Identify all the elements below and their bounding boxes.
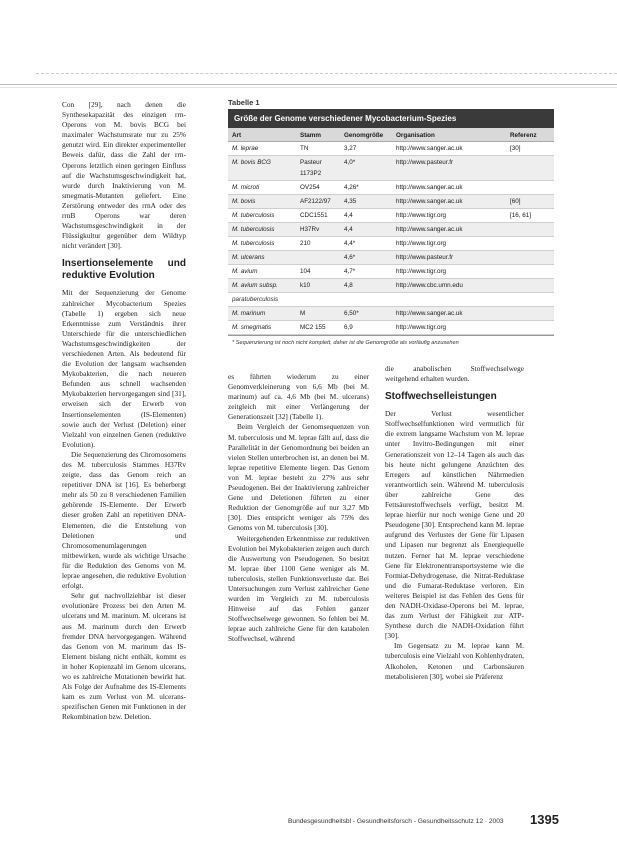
table-row (228, 156, 554, 181)
table-cell: [30] (510, 145, 521, 152)
table-row (228, 209, 554, 223)
table-cell: TN (300, 145, 309, 152)
table-cell (506, 279, 554, 292)
table-cell (506, 265, 554, 278)
table-cell: http://www.tigr.org (396, 268, 447, 275)
table-body (228, 142, 554, 335)
table-cell: M. avium subsp. (232, 282, 278, 289)
paragraph: die anabolischen Stoffwechselwege weitgehend erhalten wurden. (385, 364, 524, 384)
table-cell (296, 293, 340, 306)
table-cell: [60] (510, 198, 521, 205)
paragraph: Beim Vergleich der Genomsequenzen von M. tuberculosis und M. leprae fällt auf, dass die Parallelität in der Genomordnung bei beiden an vielen Stellen unterbrochen ist, an denen bei M. leprae repetitive Elemente liegen. Das Genom von M. leprae besteht zu 27% aus sehr Pseudogenen. Bei der Inaktivierung zahlreicher Gene und Deletionen führten zu einer Reduktion der Genomgröße auf nur 3,27 Mb [30]. Dies entspricht weniger als 75% des Genoms von M. tuberculosis [30]. (228, 422, 369, 533)
genome-size-table (228, 109, 554, 350)
table-cell: 4,26* (344, 184, 359, 191)
table-row (228, 251, 554, 265)
column-header: Organisation (396, 132, 435, 139)
table-cell: 6,9 (344, 324, 353, 331)
table-cell (506, 321, 554, 334)
table-cell: http://www.tigr.org (396, 212, 447, 219)
paragraph: es führten wiederum zu einer Genomverkleinerung von 6,6 Mb (bei M. marinum) auf ca. 4,6 Mb (bei M. ulcerans) zeitgleich mit einer Verlängerung der Generationszeit [32] (Tabelle 1). (228, 372, 369, 422)
table-cell: 4,7* (344, 268, 356, 275)
table-row (228, 293, 554, 307)
table-row (228, 279, 554, 293)
journal-footer: Bundesgesundheitsbl - Gesundheitsforsch - Gesundheitsschutz 12 · 2003 (288, 818, 504, 825)
table-cell: paratuberculosis (232, 296, 279, 303)
table-cell: 4,35 (344, 198, 357, 205)
table-cell: 6,50* (344, 310, 359, 317)
table-cell: M. microti (232, 184, 260, 191)
table-row (228, 307, 554, 321)
table-row (228, 265, 554, 279)
table-cell: M. leprae (232, 145, 259, 152)
table-cell: http://www.sanger.ac.uk (396, 145, 463, 152)
page-number: 1395 (530, 812, 559, 827)
table-cell (392, 293, 506, 306)
table-cell (506, 223, 554, 236)
table-footnote: * Sequenzierung ist noch nicht komplett, daher ist die Genomgröße als vorläufig anzusehen (228, 335, 554, 350)
paragraph: Der Verlust wesentlicher Stoffwechselfunktionen wird vermutlich für die extrem langsame Wachstum von M. leprae unter Invitro-Bedingungen mit einer Generationszeit von 12–14 Tagen als auch das bis heute nicht gelungene Anzüchten des Erregers auf künstlichen Nährmedien verantwortlich sein. Während M. tuberculosis über zahlreiche Gene des Fettsäurestoffwechsels verfügt, besitzt M. leprae hierfür nur noch wenige Gene und 20 Pseudogene [30]. Entsprechend kann M. leprae aufgrund des Verlustes der Gene für Lipasen und Lipasen nur begrenzt als Energiequelle nutzen. Ferner hat M. leprae verschiedene Gene für Elektronentransportsysteme wie die Formiat-Dehydrogenase, die Nitrat-Reduktase und die Fumarat-Reduktase verloren. Ein weiteres Beispiel ist das Fehlen des Gens für den NADH-Oxidase-Operons bei M. leprae, das zum Verlust der Fähigkeit zur ATP-Synthese durch die NADH-Oxidation führt [30]. (385, 409, 524, 641)
table-cell: [16, 61] (510, 212, 532, 219)
table-row (228, 195, 554, 209)
table-cell: http://www.sanger.ac.uk (396, 310, 463, 317)
header-dashed-rule (36, 73, 617, 74)
header-rule-secondary (0, 87, 617, 88)
column-header: Genomgröße (344, 132, 384, 139)
table-row (228, 181, 554, 195)
table-cell: M. tuberculosis (232, 212, 275, 219)
table-cell (340, 293, 392, 306)
header-rule (0, 84, 617, 85)
table-cell: M. bovis BCG (232, 159, 271, 166)
table-cell (506, 237, 554, 250)
table-cell: M (300, 310, 306, 317)
table-cell: http://www.pasteur.fr (396, 159, 454, 166)
table-label: Tabelle 1 (228, 98, 260, 107)
paragraph: Im Gegensatz zu M. leprae kann M. tuberculosis eine Vielzahl von Kohlenhydraten, Alkoholen, Ketonen und Carbonsäuren metabolisieren [30], wobei sie Präferenz (385, 641, 524, 681)
table-cell: H37Rv (300, 226, 320, 233)
table-cell: 3,27 (344, 145, 357, 152)
table-row (228, 223, 554, 237)
table-cell: k10 (300, 282, 311, 289)
table-cell: http://www.sanger.ac.uk (396, 198, 463, 205)
text-column-left (62, 100, 186, 840)
table-cell: http://www.sanger.ac.uk (396, 184, 463, 191)
column-header: Art (232, 132, 242, 139)
column-header: Stamm (300, 132, 321, 139)
paragraph: Weitergehenden Erkenntnisse zur reduktiven Evolution bei Mykobakterien zeigen auch durch die Auswertung von Pseudogenen. So besitzt M. leprae über 1100 Gene weniger als M. tuberculosis, stellen Funktionsverluste dar. Bei Untersuchungen zum Verlust zahlreicher Gene wurden im Vergleich zu M. tuberculosis Hinweise auf das Fehlen ganzer Stoffwechselwege gewonnen. So fehlen bei M. leprae auch zahlreiche Gene für den katabolen Stoffwechsel, während (228, 533, 369, 644)
table-cell: MC2 155 (300, 324, 326, 331)
table-cell: Pasteur 1173P2 (300, 159, 322, 177)
table-cell: 4,6* (344, 254, 356, 261)
table-cell: http://www.tigr.org (396, 324, 447, 331)
table-cell: M. tuberculosis (232, 226, 275, 233)
table-row (228, 142, 554, 156)
table-title: Größe der Genome verschiedener Mycobacterium-Spezies (228, 109, 554, 128)
table-cell (506, 293, 554, 306)
table-cell: M. smegmatis (232, 324, 272, 331)
table-cell: M. marinum (232, 310, 266, 317)
column-header: Referenz (510, 132, 537, 139)
table-cell: 4,4* (344, 240, 356, 247)
table-cell: M. bovis (232, 198, 256, 205)
table-cell: OV254 (300, 184, 320, 191)
table-cell: M. tuberculosis (232, 240, 275, 247)
section-heading: Insertionselemente und reduktive Evolution (62, 258, 186, 282)
table-cell (506, 181, 554, 194)
table-cell: CDC1551 (300, 212, 328, 219)
text-column-right (385, 364, 524, 824)
table-row (228, 237, 554, 251)
table-cell: http://www.sanger.ac.uk (396, 226, 463, 233)
section-heading: Stoffwechselleistungen (385, 391, 497, 403)
table-cell (506, 251, 554, 264)
table-cell: 4,0* (344, 159, 356, 166)
paragraph: Con [29], nach denen die Synthesekapazität des einzigen rrn-Operons von M. bovis BCG bei maximaler Wachstumsrate nur zu 25% genutzt wird. Ein direkter experimenteller Beweis dafür, dass die Zahl der rrn-Operons letztlich einen geringen Einfluss auf die Wachstumsgeschwindigkeit hat, wurde durch Inaktivierung von M. smegmatis-Mutanten geliefert. Eine Zerstörung entweder des rrnA oder des rrnB Operons war deren Wachstumsgeschwindigkeit in der Flüssigkultur gegenüber dem Wildtyp nicht verändert [30]. (62, 100, 186, 251)
table-cell: M. avium (232, 268, 258, 275)
table-cell: http://www.pasteur.fr (396, 254, 454, 261)
table-cell: 210 (300, 240, 311, 247)
table-row (228, 321, 554, 335)
table-cell: 4,4 (344, 212, 353, 219)
table-cell: M. ulcerans (232, 254, 265, 261)
paragraph: Sehr gut nachvollziehbar ist dieser evolutionäre Prozess bei den Arten M. ulcerans und M. marinum. M. ulcerans ist aus M. marinum durch den Erwerb fremder DNA hervorgegangen. Während das Genom von M. marinum das IS-Element bislang nicht enthält, kommt es in hoher Kopienzahl im Genom ulcerans, wo es zahlreiche Mutationen bewirkt hat. Als Folge der Aufnahme des IS-Elements kam es zum Verlust von M. ulcerans-spezifischen Genen mit Funktionen in der Rekombination bzw. Deletion. (62, 591, 186, 722)
table-cell (506, 156, 554, 180)
table-cell: 4,8 (344, 282, 353, 289)
table-cell (296, 251, 340, 264)
table-cell: 4,4 (344, 226, 353, 233)
table-cell: http://www.cbc.umn.edu (396, 282, 463, 289)
table-cell: AF2122/97 (300, 198, 331, 205)
paragraph: Die Sequenzierung des Chromosomens des M. tuberculosis Stammes H37Rv zeigte, dass das Genom reich an repetitiver DNA ist [16]. Es beherbergt mehr als 50 zu 8 verschiedenen Familien gehörende IS-Elemente. Der Erwerb dieser großen Zahl an repetitiven DNA-Elementen, die die Entstehung von Deletionen und Chromosomenumlagerungen mitbewirken, wurde als wichtige Ursache für die Reduktion des Genoms von M. leprae angesehen, die reduktive Evolution erfolgt. (62, 449, 186, 591)
table-cell (506, 307, 554, 320)
paragraph: Mit der Sequenzierung der Genome zahlreicher Mycobacterium Spezies (Tabelle 1) ergeben sich neue Erkenntnisse zum Verständnis ihrer Unterschiede für die unterschiedlichen Wachstumsgeschwindigkeiten der verschiedenen Arten. Als bedeutend für die Evolution der langsam wachsenden Mykobakterien, die nach neueren Befunden aus schnell wachsenden Mykobakterien hervorgegangen sind [31], erweisen sich der Erwerb von Insertionselementen (IS-Elementen) sowie auch der Verlust (Deletion) einer Vielzahl von einzelnen Genen (reduktive Evolution). (62, 288, 186, 449)
text-column-middle (228, 372, 369, 822)
table-header-row (228, 128, 554, 142)
table-cell: 104 (300, 268, 311, 275)
table-cell: http://www.tigr.org (396, 240, 447, 247)
